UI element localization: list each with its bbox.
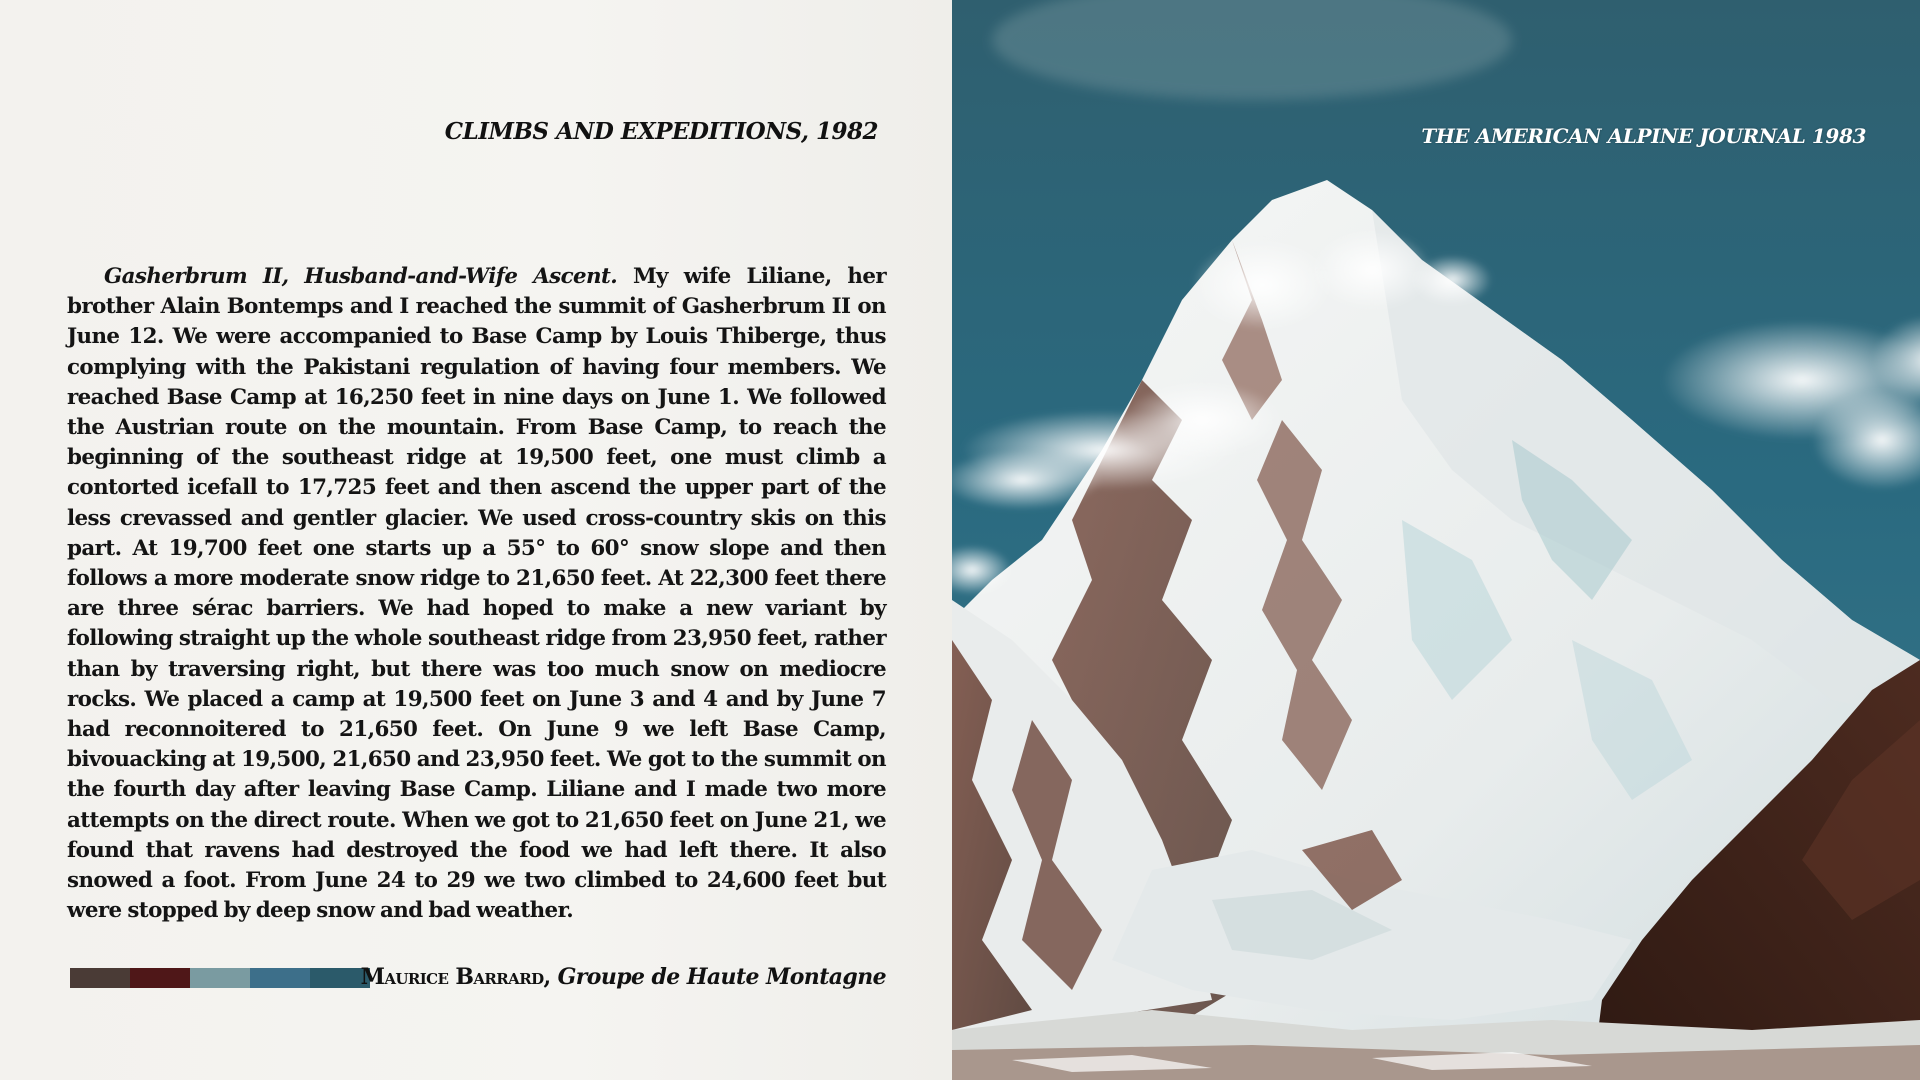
author-affiliation: Groupe de Haute Montagne bbox=[557, 964, 886, 990]
article-text: My wife Liliane, her brother Alain Bontemps and I reached the summit of Gasherbrum II on June 12. We were accompanied to Base Camp by Louis Thiberge, thus complying with the Pakistani regulation of having four members. We reached Base Camp at 16,250 feet in nine days on June 1. We followed the Austrian route on the mountain. From Base Camp, to reach the beginning of the southeast ridge at 19,500 feet, one must climb a contorted icefall to 17,725 feet and then ascend the upper part of the less crevassed and gentler glacier. We used cross-country skis on this part. At 19,700 feet one starts up a 55° to 60° snow slope and then follows a more moderate snow ridge to 21,650 feet. At 22,300 feet there are three sérac barriers. We had hoped to make a new variant by following straight up the whole southeast ridge from 23,950 feet, rather than by traversing right, but there was too much snow on mediocre rocks. We placed a camp at 19,500 feet on June 3 and 4 and by June 7 had reconnoitered to 21,650 feet. On June 9 we left Base Camp, bivouacking at 19,500, 21,650 and 23,950 feet. We got to the summit on the fourth day after leaving Base Camp. Liliane and I made two more attempts on the direct route. When we got to 21,650 feet on June 21, we found that ravens had destroyed the food we had left there. It also snowed a foot. From June 24 to 29 we two climbed to 24,600 feet but were stopped by deep snow and bad weather. bbox=[67, 264, 886, 924]
color-palette bbox=[70, 968, 370, 988]
mountain-photo bbox=[952, 0, 1920, 1080]
article-body bbox=[67, 262, 886, 926]
journal-title: THE AMERICAN ALPINE JOURNAL 1983 bbox=[1421, 124, 1866, 148]
page-header: CLIMBS AND EXPEDITIONS, 1982 bbox=[444, 118, 878, 145]
color-swatch bbox=[70, 968, 130, 988]
footer bbox=[70, 964, 886, 994]
article-title: Gasherbrum II, Husband-and-Wife Ascent. bbox=[104, 264, 618, 289]
color-swatch bbox=[190, 968, 250, 988]
color-swatch bbox=[130, 968, 190, 988]
color-swatch bbox=[250, 968, 310, 988]
right-page bbox=[952, 0, 1920, 1080]
author-name: Maurice Barrard, bbox=[360, 964, 551, 990]
signature bbox=[361, 964, 886, 990]
left-page bbox=[0, 0, 952, 1080]
